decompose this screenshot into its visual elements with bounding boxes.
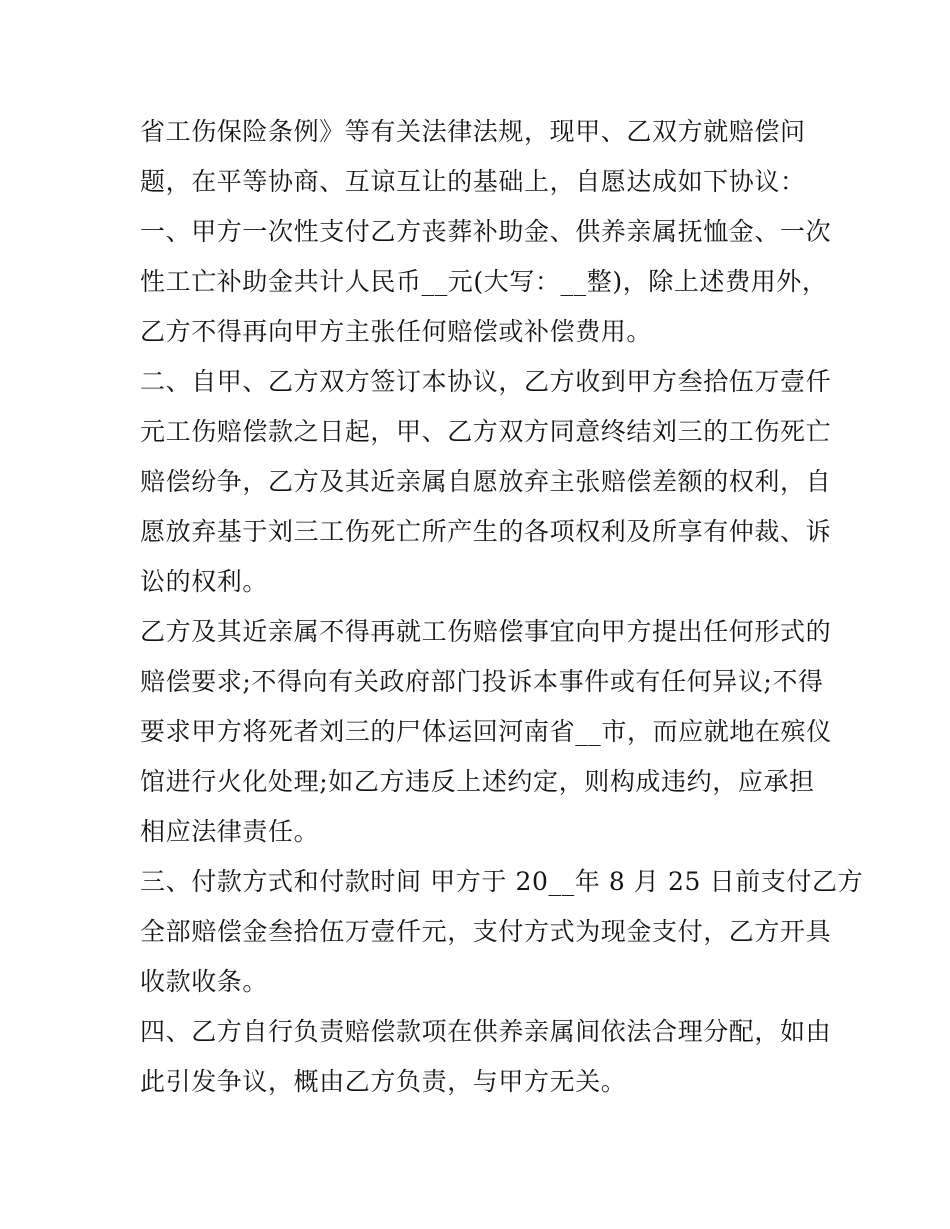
- body-text-line: 四、乙方自行负责赔偿款项在供养亲属间依法合理分配，如由: [140, 1017, 832, 1046]
- body-text-line: 乙方不得再向甲方主张任何赔偿或补偿费用。: [140, 317, 653, 346]
- body-text-line: 赔偿纷争，乙方及其近亲属自愿放弃主张赔偿差额的权利，自: [140, 467, 832, 496]
- body-text-line: 性工亡补助金共计人民币__元(大写：__整)，除上述费用外，: [140, 267, 828, 296]
- body-text-line: 相应法律责任。: [140, 817, 320, 846]
- body-text-line: 三、付款方式和付款时间 甲方于 20__年 8 月 25 日前支付乙方: [140, 867, 864, 896]
- body-text-line: 二、自甲、乙方双方签订本协议，乙方收到甲方叁拾伍万壹仟: [140, 367, 832, 396]
- body-text-line: 馆进行火化处理;如乙方违反上述约定，则构成违约，应承担: [140, 767, 815, 796]
- body-text-line: 要求甲方将死者刘三的尸体运回河南省__市，而应就地在殡仪: [140, 717, 832, 746]
- body-text-line: 赔偿要求;不得向有关政府部门投诉本事件或有任何异议;不得: [140, 667, 824, 696]
- body-text-line: 乙方及其近亲属不得再就工伤赔偿事宜向甲方提出任何形式的: [140, 617, 832, 646]
- body-text-line: 省工伤保险条例》等有关法律法规，现甲、乙双方就赔偿问: [140, 117, 806, 146]
- body-text-line: 题，在平等协商、互谅互让的基础上，自愿达成如下协议：: [140, 167, 806, 196]
- body-text-line: 全部赔偿金叁拾伍万壹仟元，支付方式为现金支付，乙方开具: [140, 917, 832, 946]
- body-text-line: 讼的权利。: [140, 567, 269, 596]
- body-text-line: 此引发争议，概由乙方负责，与甲方无关。: [140, 1067, 627, 1096]
- body-text-line: 一、甲方一次性支付乙方丧葬补助金、供养亲属抚恤金、一次: [140, 217, 832, 246]
- body-text-line: 愿放弃基于刘三工伤死亡所产生的各项权利及所享有仲裁、诉: [140, 517, 832, 546]
- body-text-line: 元工伤赔偿款之日起，甲、乙方双方同意终结刘三的工伤死亡: [140, 417, 832, 446]
- body-text-line: 收款收条。: [140, 967, 269, 996]
